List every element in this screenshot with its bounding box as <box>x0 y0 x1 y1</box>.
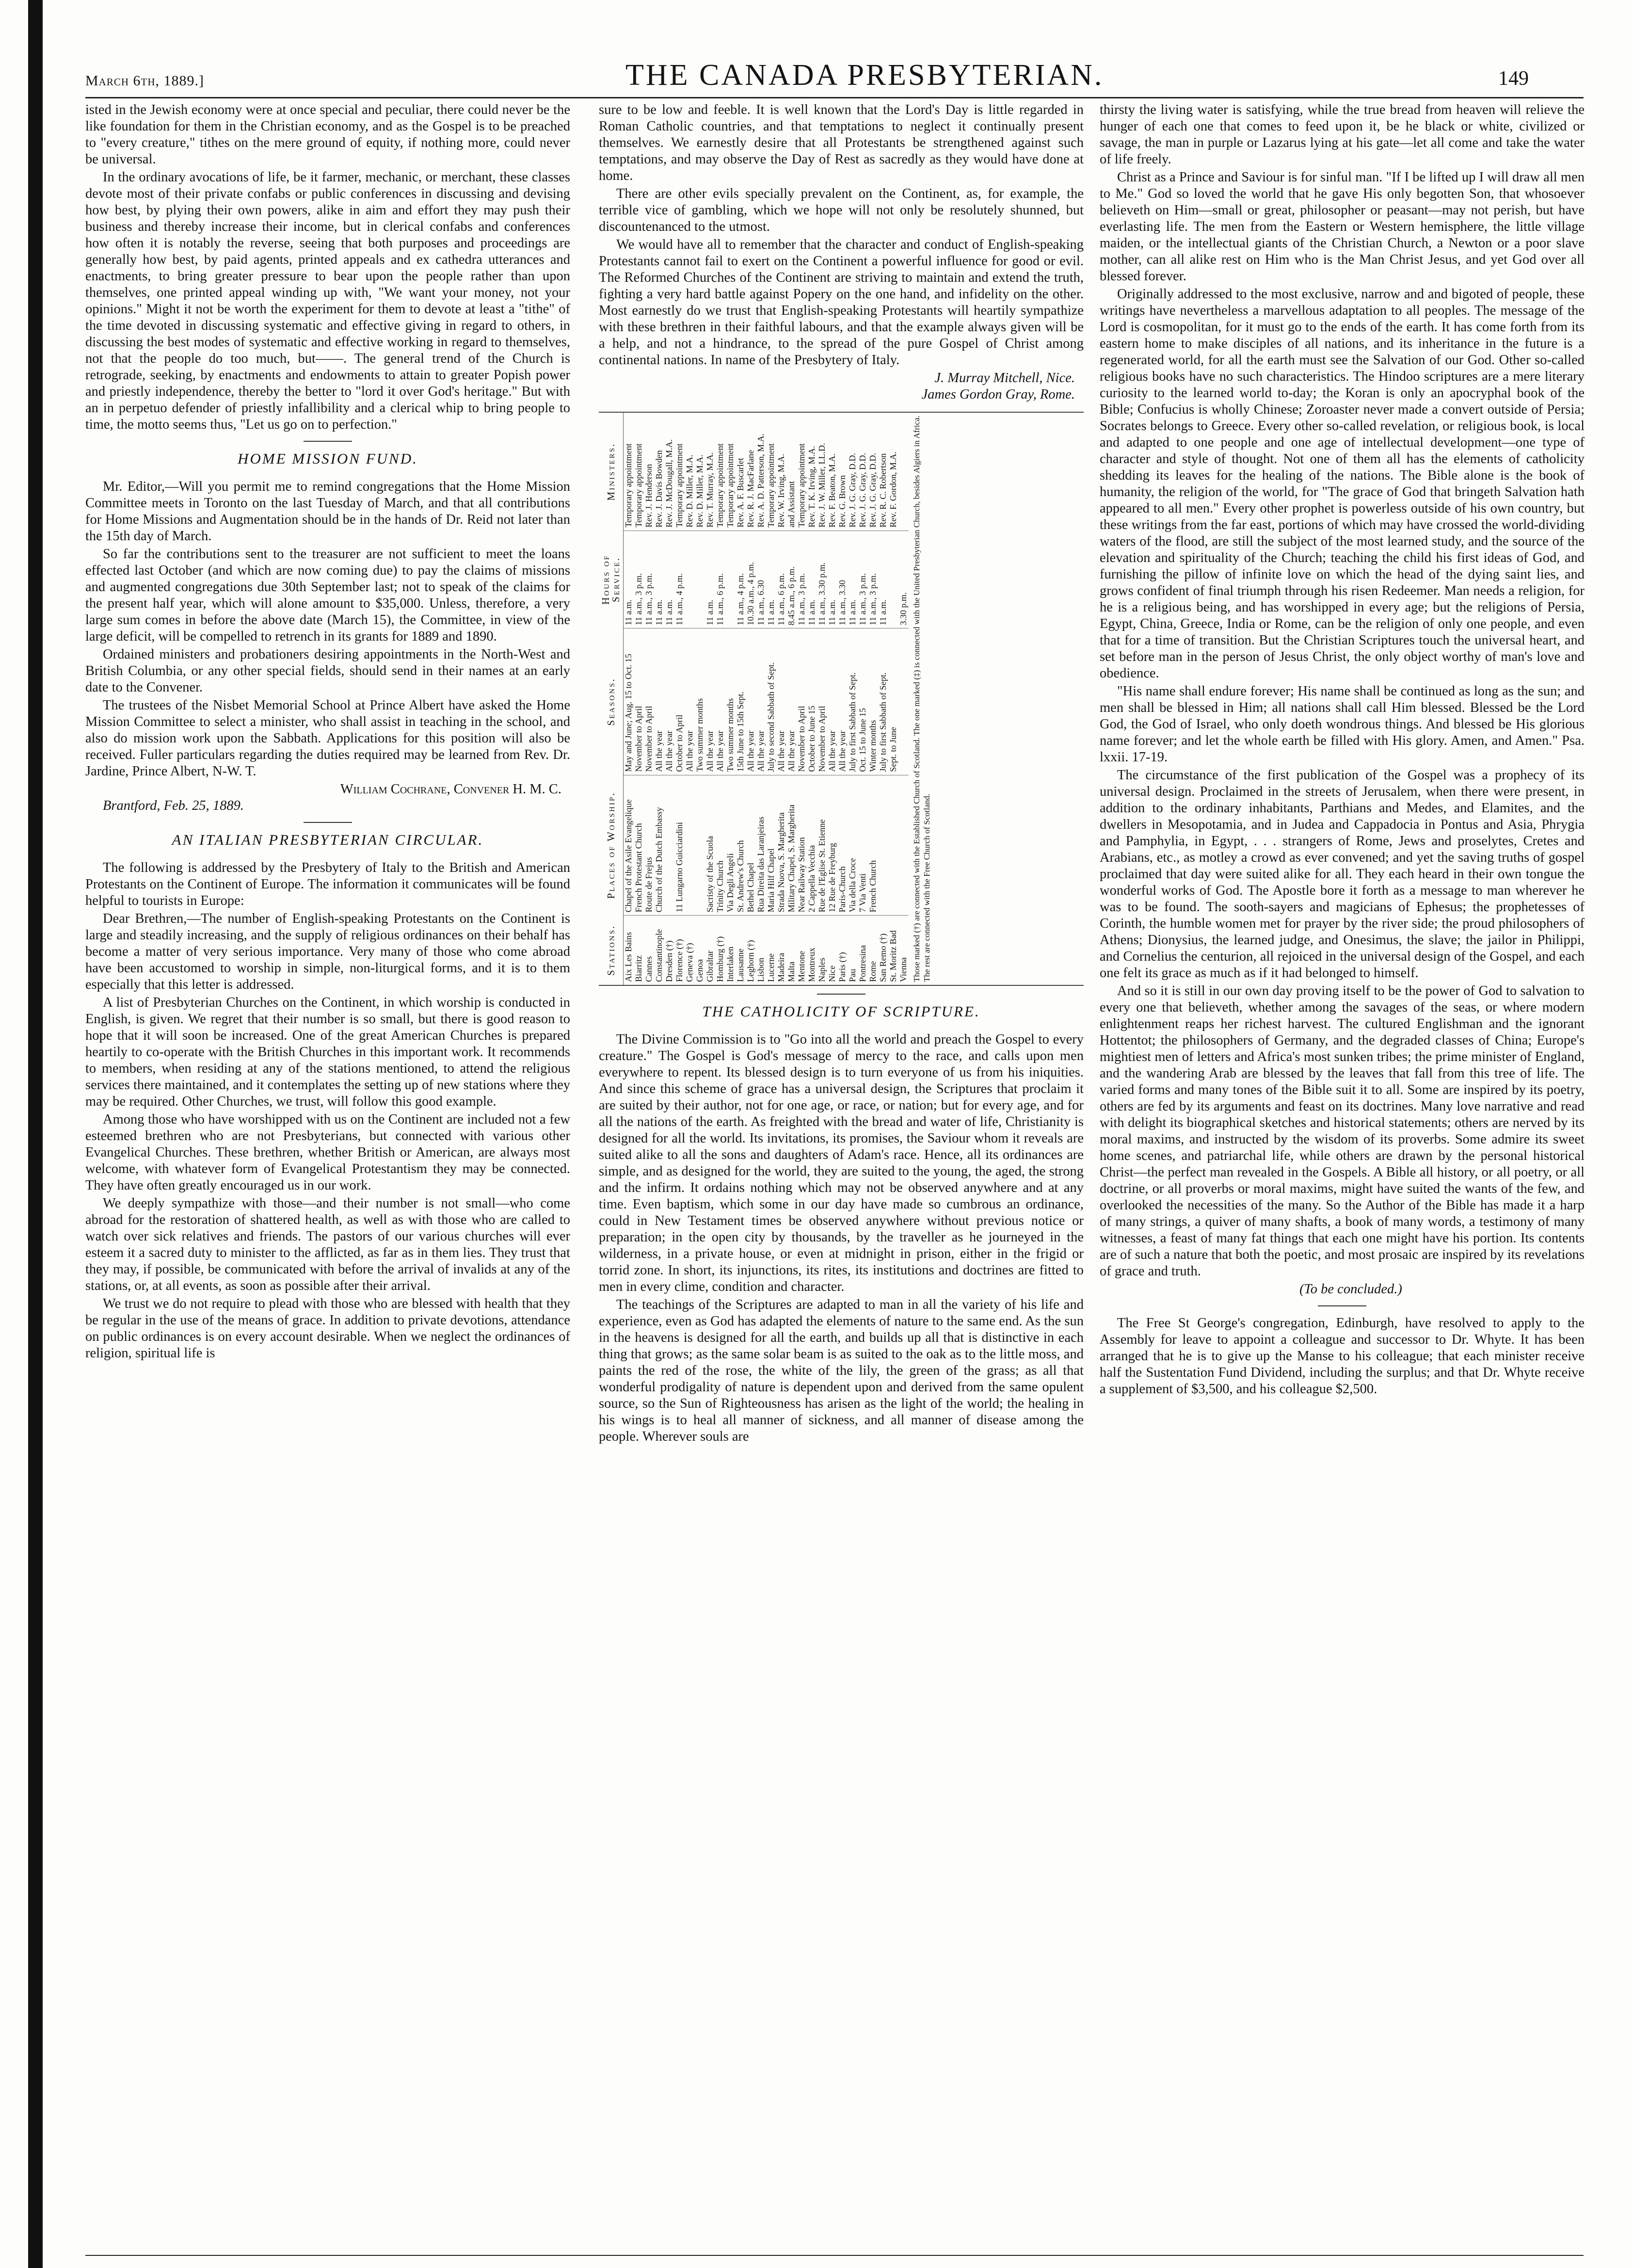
table-cell: 11 a.m., 6 p.m. <box>715 531 725 628</box>
table-row <box>685 413 695 985</box>
table-cell: Rev. J. G. Gray, D.D. <box>848 413 858 531</box>
paragraph: Dear Brethren,—The number of English-speaking Protestants on the Continent is large and steadily increasing, and the supply of religious ordinances on their behalf has become a matter of very serious importance. Very many of those who come abroad have been accustomed to worship in simple, non-liturgical forms, and it is to them especially that this letter is addressed. <box>85 911 570 992</box>
paragraph: Mr. Editor,—Will you permit me to remind congregations that the Home Mission Committee meets in Toronto on the last Tuesday of March, and that all contributions for Home Missions and Augmentation should be in the hands of Dr. Reid not later than the 15th day of March. <box>85 479 570 544</box>
table-cell: Florence (†) <box>674 939 684 982</box>
table-cell <box>898 628 909 775</box>
table-row <box>624 413 634 985</box>
paragraph: There are other evils specially prevalent on the Continent, as, for example, the terrible vice of gambling, which we hope will not only be resolutely shunned, but discountenanced to the utmost. <box>599 186 1084 234</box>
table-cell: All the year <box>786 628 797 775</box>
table-cell: Rua Direita das Laranjeiras <box>756 775 766 916</box>
table-cell: Rev. J. McDougall, M.A. <box>664 413 674 531</box>
table-cell: Genoa <box>695 959 704 982</box>
table-row <box>848 413 858 985</box>
table-row <box>674 413 685 985</box>
table-cell: Pontresina <box>858 945 867 982</box>
table-cell: Rev. D. Miller, M.A. <box>695 413 705 531</box>
table-row <box>715 413 725 985</box>
table-cell: Near Railway Station <box>797 775 807 916</box>
table-cell: St. Andrew's Church <box>736 775 746 916</box>
table-cell: Strada Nuova, S. Margherita <box>776 775 786 916</box>
table-cell: All the year <box>685 628 695 775</box>
table-cell: All the year <box>776 628 786 775</box>
table-row <box>644 413 654 985</box>
table-row <box>746 413 756 985</box>
table-cell: All the year <box>756 628 766 775</box>
table-row <box>878 413 888 985</box>
stations-table-rotated <box>599 413 1084 985</box>
section-heading: HOME MISSION FUND. <box>85 450 570 467</box>
table-cell: All the year <box>827 628 837 775</box>
table-row <box>654 413 664 985</box>
table-cell: Pau <box>848 969 857 982</box>
to-be-concluded: (To be concluded.) <box>1299 1282 1402 1297</box>
section-heading: AN ITALIAN PRESBYTERIAN CIRCULAR. <box>85 832 570 848</box>
table-cell: Leghorn (†) <box>746 940 755 982</box>
table-cell: November to April <box>634 628 644 775</box>
table-row <box>786 413 797 985</box>
table-cell: Rev. J. W. Miller, LL.D. <box>817 413 827 531</box>
table-cell: May and June; Aug. 15 to Oct. 15 <box>624 628 634 775</box>
table-row <box>837 413 848 985</box>
table-row <box>797 413 807 985</box>
paragraph: "His name shall endure forever; His name shall be continued as long as the sun; and men shall be blessed in Him; all nations shall call Him blessed. Blessed be the Lord God, the God of Israel, who only doeth wondrous things. And blessed be His glorious name forever; and let the whole earth be filled with His glory. Amen, and Amen." Psa. lxxii. 17-19. <box>1100 684 1585 765</box>
section-heading: THE CATHOLICITY OF SCRIPTURE. <box>599 1003 1084 1020</box>
table-cell: 11 Lungarno Guicciardini <box>674 775 685 916</box>
table-cell: Cannes <box>644 956 654 982</box>
table-cell: 3.30 p.m. <box>898 531 909 628</box>
table-row <box>776 413 786 985</box>
table-row <box>807 413 817 985</box>
table-cell <box>888 531 898 628</box>
table-row <box>725 413 736 985</box>
table-cell: 11 a.m. <box>766 531 776 628</box>
paragraph: Among those who have worshipped with us on the Continent are included not a few esteemed brethren who are not Presbyterians, but connected with various other Evangelical Churches. These brethren, whether British or American, are always most welcome, with whatever form of Evangelical Protestantism they may be connected. They have often greatly encouraged us in our work. <box>85 1112 570 1193</box>
table-cell <box>664 775 674 916</box>
paragraph: Ordained ministers and probationers desiring appointments in the North-West and British Columbia, or any other special fields, should send in their names at an early date to the Convener. <box>85 647 570 695</box>
table-cell: Aix Les Bains <box>624 932 633 982</box>
table-row <box>695 413 705 985</box>
column-2 <box>599 102 1084 1447</box>
table-cell: Rev. J. G. Gray, D.D. <box>858 413 868 531</box>
table-cell: 7 Via Venti <box>858 775 868 916</box>
paragraph: So far the contributions sent to the treasurer are not sufficient to meet the loans effected last October (and which are now coming due) to pay the claims of missions and augmented congregations due 30th September last; not to speak of the claims for the present half year, which will alone amount to $35,000. Unless, therefore, a very large sum comes in before the above date (March 15), the Committee, in view of the large deficit, will be compelled to retrench in its grants for 1889 and 1890. <box>85 547 570 644</box>
table-cell: Bethel Chapel <box>746 775 756 916</box>
table-cell: Rev. T. Murray, M.A. <box>705 413 715 531</box>
table-cell: Chapel of the Asile Evangelique <box>624 775 634 916</box>
table-body <box>624 413 909 985</box>
table-cell: Winter months <box>868 628 878 775</box>
table-cell: Military Chapel, S. Margherita <box>786 775 797 916</box>
table-cell: Lucerne <box>766 953 776 982</box>
table-cell: 11 a.m. <box>807 531 817 628</box>
table-cell: Church of the Dutch Embassy <box>654 775 664 916</box>
table-cell: Temporary appointment <box>766 413 776 531</box>
header-rule <box>85 97 1584 98</box>
table-cell: French Church <box>868 775 878 916</box>
table-cell: All the year <box>664 628 674 775</box>
table-cell: All the year <box>654 628 664 775</box>
table-cell: Geneva (†) <box>685 943 694 982</box>
table-cell: July to second Sabbath of Sept. <box>766 628 776 775</box>
table-cell: October to June 15 <box>807 628 817 775</box>
table-cell <box>725 531 736 628</box>
table-cell: 11 a.m., 3 p.m. <box>797 531 807 628</box>
paragraph: The circumstance of the first publication of the Gospel was a prophecy of its universal design. Proclaimed in the streets of Jerusalem, when there were present, in addition to the ordinary inhabitants, Parthians and Medes, and Elamites, and the dwellers in Mesopotamia, and in Judea and Cappadocia in Pontus and Asia, Phrygia and Pamphylia, in Egypt, . . . strangers of Rome, Jews and proselytes, Cretes and Arabians, etc., as motley a crowd as ever convened; and yet the saving truths of gospel proclaimed that day were suited alike for all. They each heard in their own tongue the wonderful works of God. The Apostle bore it forth as a message to man wherever he was to be found. The sooth-sayers and magicians of Ephesus; the prophetesses of Corinth, the humble women met for prayer by the river side; the proud philosophers of Athens; Dionysius, the learned judge, and Onesimus, the slave; the jailor in Philippi, and Cornelius the centurion, all rejoiced in the universal design of the Gospel, and each one felt its grace as much as if it had belonged to himself. <box>1100 768 1585 981</box>
table-cell: Trinity Church <box>715 775 725 916</box>
table-cell: Rue de l'Eglise St. Etienne <box>817 775 827 916</box>
table-cell: Sept. to June <box>888 628 898 775</box>
table-cell: Two summer months <box>725 628 736 775</box>
table-cell: Temporary appointment <box>674 413 685 531</box>
table-cell: 11 a.m. <box>848 531 858 628</box>
column-3 <box>1100 102 1585 1399</box>
table-row <box>756 413 766 985</box>
table-header-cell: Seasons. <box>599 628 624 775</box>
table-cell: 15th June to 15th Sept. <box>736 628 746 775</box>
table-cell: Rev. D. Miller, M.A. <box>685 413 695 531</box>
table-row <box>664 413 674 985</box>
table-cell: Biarritz <box>634 955 643 982</box>
table-cell: Rev. T. K. Irving, M.A. <box>807 413 817 531</box>
table-header-row <box>599 413 624 985</box>
paragraph: A list of Presbyterian Churches on the Continent, in which worship is conducted in English, is given. We regret that their number is so small, but there is good reason to hope that it will soon be increased. One of the great American Churches is prepared heartily to co-operate with the British Churches in this important work. It recommends to members, when residing at any of the stations mentioned, to attend the religious services there maintained, and it contemplates the setting up of new stations where they may be required. Other Churches, we trust, will follow this good example. <box>85 995 570 1109</box>
table-header-cell: Ministers. <box>599 413 624 531</box>
table-cell: Rev. A. D. Patterson, M.A. <box>756 413 766 531</box>
header-title: THE CANADA PRESBYTERIAN. <box>625 59 1104 92</box>
table-cell: Lausanne <box>736 949 745 982</box>
paragraph: sure to be low and feeble. It is well known that the Lord's Day is little regarded in Roman Catholic countries, and that temptations to neglect it continually present themselves. We earnestly desire that all Protestants be strengthened against such temptations, and may observe the Day of Rest as sacredly as they would have done at home. <box>599 102 1084 183</box>
table-cell: 11 a.m., 4 p.m. <box>674 531 685 628</box>
signature: William Cochrane, Convener H. M. C. <box>340 782 561 797</box>
table-cell: Interlaken <box>725 947 735 982</box>
table-cell: Oct. 15 to June 15 <box>858 628 868 775</box>
table-cell: Rev. W. Irving, M.A. <box>776 413 786 531</box>
paragraph: The trustees of the Nisbet Memorial School at Prince Albert have asked the Home Mission Committee to select a minister, who shall assist in teaching in the school, and also do mission work upon the Sabbath. Applications for this position will also be received. Fuller particulars regarding the duties required may be learned from Rev. Dr. Jardine, Prince Albert, N-W. T. <box>85 698 570 779</box>
table-cell: Via Degli Angeli <box>725 775 736 916</box>
signature: J. Murray Mitchell, Nice. <box>934 370 1075 386</box>
table-cell: November to April <box>797 628 807 775</box>
table-cell <box>685 531 695 628</box>
table-row <box>888 413 898 985</box>
table-cell: Rev. G. Brown <box>837 413 848 531</box>
table-cell: Montreux <box>807 948 816 982</box>
table-footnote: Those marked (†) are connected with the Established Church of Scotland. The one marked (‡) is connected with the United Presbyterian Church, besides Algiers in Africa. The rest are connected with the Free Church of Scotland. <box>912 416 931 982</box>
table-cell: and Assistant <box>786 413 797 531</box>
table-cell: Temporary appointment <box>725 413 736 531</box>
table-cell: Rev. F. Gordon, M.A. <box>888 413 898 531</box>
table-cell: 11 a.m., 3 p.m. <box>644 531 654 628</box>
table-row <box>817 413 827 985</box>
table-cell: Temporary appointment <box>797 413 807 531</box>
table-cell: 11 a.m., 4 p.m. <box>736 531 746 628</box>
paragraph: The Free St George's congregation, Edinburgh, have resolved to apply to the Assembly for leave to appoint a colleague and successor to Dr. Whyte. It has been arranged that he is to give up the Manse to his colleague; that each minister receive half the Sustentation Fund Dividend, including the surplus; and that Dr. Whyte receive a supplement of $3,500, and his colleague $2,500. <box>1100 1316 1585 1397</box>
table-cell <box>685 775 695 916</box>
table-cell: 11 a.m. <box>705 531 715 628</box>
column-1 <box>85 102 570 1363</box>
table-cell: All the year <box>715 628 725 775</box>
table-cell: Temporary appointment <box>624 413 634 531</box>
table-cell: November to April <box>644 628 654 775</box>
table-cell: 11 a.m., 3 p.m. <box>858 531 868 628</box>
table-cell: Rev. R. J. MacFarlane <box>746 413 756 531</box>
table-cell: Naples <box>817 958 827 982</box>
table-cell: July to first Sabbath of Sept. <box>848 628 858 775</box>
table-cell: 11 a.m., 6 p.m. <box>776 531 786 628</box>
table-cell: Maria Hilf Chapel <box>766 775 776 916</box>
table-cell <box>695 531 705 628</box>
paragraph: The Divine Commission is to "Go into all the world and preach the Gospel to every creature." The Gospel is God's message of mercy to the race, and calls upon men everywhere to repent. Its blessed design is to turn everyone of us from his iniquities. And since this scheme of grace has a universal design, the Scriptures that proclaim it are suited by their author, not for one age, or race, or nation; but for every age, and for all the nations of the earth. As freighted with the bread and water of life, Christianity is designed for all the world. Its invitations, its promises, the Saviour whom it reveals are suited alike to all the sons and daughters of Adam's race. Hence, all its ordinances are simple, and as designed for the world, they are suited to the young, the aged, the strong and the infirm. It ordains nothing which may not be observed anywhere and at any time. Even baptism, which some in our day have made so cumbrous an ordinance, could in New Testament times be observed anywhere without previous notice or preparation; in the open city by thousands, by the traveller as he journeyed in the wilderness, in a private house, or even at midnight in prison, either in the frigid or torrid zone. In short, its injunctions, its rites, its institutions and doctrines are fitted to men in every clime, condition and character. <box>599 1032 1084 1294</box>
table-row <box>868 413 878 985</box>
paragraph: In the ordinary avocations of life, be it farmer, mechanic, or merchant, these classes devote most of their private confabs or public conferences in discussing and devising how best, by plying their own powers, alike in aim and effort they may push their business and thereby increase their income, but in clerical confabs and conferences how often it is notably the reverse, seeing that both purposes and proceedings are generally how best, by paid agents, printed appeals and ex cathedra utterances and enactments, to bring greater pressure to bear upon the people rather than upon themselves, one printed appeal winding up with, "We want your money, not your opinions." Might it not be worth the experiment for them to devote at least a "tithe" of the time devoted in discussing systematic and effective giving in regard to others, in discussing the best modes of systematic and effective working in regard to themselves, not that the people do too much, but——. The general trend of the Church is retrograde, seeking, by enactments and endowments to attain to greater Popish power and priestly independence, thereby the better to "lord it over God's heritage." But with an in perpetuo defender of priestly infallibility and a clerical whip to bring people to time, the motto seems thus, "Let us go on to perfection." <box>85 170 570 432</box>
table-cell: November to April <box>817 628 827 775</box>
table-cell: Lisbon <box>756 957 766 982</box>
paragraph: thirsty the living water is satisfying, while the true bread from heaven will relieve the hunger of each one that comes to feed upon it, be he black or white, civilized or savage, the man in purple or Lazarus lying at his gate—let all come and take the water of life freely. <box>1100 102 1585 167</box>
table-cell <box>888 775 898 916</box>
table-cell: 12 Rue de Freyburg <box>827 775 837 916</box>
table-cell: Vienna <box>898 957 908 982</box>
table-cell: San Remo (†) <box>878 933 888 982</box>
table-cell: Two summer months <box>695 628 705 775</box>
paragraph: And so it is still in our own day proving itself to be the power of God to salvation to every one that believeth, whether among the savages of the seas, or where modern enlightenment reaps her richest harvest. The cultured Englishman and the ignorant Hottentot; the philosophers of Germany, and the degraded classes of China; Europe's mightiest men of letters and Africa's most sunken tribes; the prime minister of England, and the wandering Arab are blessed by the leaves that fall from this tree of life. The varied forms and many tones of the Bible suit it to all. Some are inspired by its poetry, others are fed by its arguments and feast on its doctrines. Many love narrative and read with delight its biographical sketches and historical statements; others are nerved by its moral maxims, and instructed by the wisdom of its proverbs. Some admire its sweet home scenes, and patriarchal life, while others are drawn by the personal historical Christ—the perfect man revealed in the Gospels. A Bible all history, or all poetry, or all doctrine, or all proverbs or moral maxims, might have suited the wants of the few, and overlooked the necessities of the many. So the Author of the Bible has made it a harp of many strings, a quiver of many shafts, a book of many words, a testimony of many witnesses, a feast of many fat things that each one might have his portion. Its contents are of such a nature that both the poetic, and most prosaic are inspired by its revelations of grace and truth. <box>1100 983 1585 1279</box>
table-cell: All the year <box>705 628 715 775</box>
table-cell: Dresden (†) <box>664 940 674 982</box>
table-cell: 11 a.m. <box>827 531 837 628</box>
table-cell: Madeira <box>776 953 786 982</box>
table-cell: French Protestant Church <box>634 775 644 916</box>
paragraph: We would have all to remember that the character and conduct of English-speaking Protestants cannot fail to exert on the Continent a powerful influence for good or evil. The Reformed Churches of the Continent are striving to maintain and extend the truth, fighting a very hard battle against Popery on the one hand, and infidelity on the other. Most earnestly do we trust that English-speaking Protestants will heartily sympathize with these brethren in their faithful labours, and that the example always given will be a help, and not a hindrance, to the spread of the pure Gospel of Christ among continental nations. In name of the Presbytery of Italy. <box>599 237 1084 368</box>
table-cell: Temporary appointment <box>715 413 725 531</box>
table-cell <box>898 775 909 916</box>
dateline: Brantford, Feb. 25, 1889. <box>103 798 244 813</box>
table-cell: Gibraltar <box>705 950 715 982</box>
table-cell: 11 a.m., 3 p.m. <box>634 531 644 628</box>
paragraph: We trust we do not require to plead with those who are blessed with health that they be regular in the use of the means of grace. In addition to private devotions, attendance on public ordinances is on every account desirable. When we neglect the ordinances of religion, spiritual life is <box>85 1296 570 1361</box>
table-cell: 11 a.m. <box>664 531 674 628</box>
table-cell: 11 a.m. <box>878 531 888 628</box>
table-row <box>705 413 715 985</box>
table-row <box>736 413 746 985</box>
table-cell: Via della Croce <box>848 775 858 916</box>
table-cell: Route de Frejus <box>644 775 654 916</box>
table-cell: Rev. R. C. Robertson <box>878 413 888 531</box>
table-cell: Sacristy of the Scuola <box>705 775 715 916</box>
table-cell <box>695 775 705 916</box>
table-header-cell: Hours of Service. <box>599 531 624 628</box>
table-cell: Rev. J. Henderson <box>644 413 654 531</box>
paragraph: Christ as a Prince and Saviour is for sinful man. "If I be lifted up I will draw all men to Me." God so loved the world that he gave His only begotten Son, that whosoever believeth on Him—small or great, philosopher or peasant—may not perish, but have everlasting life. The men from the Eastern or Western hemisphere, the little village maiden, or the intellectual giants of the Christian Church, a Newton or a poor slave mother, can all alike rest on Him who is the Man Christ Jesus, and yet God over all blessed forever. <box>1100 170 1585 284</box>
table-cell: Rev. A. F. Buscarlet <box>736 413 746 531</box>
table-row <box>858 413 868 985</box>
table-cell: Constantinople <box>654 929 664 982</box>
paragraph: The following is addressed by the Presbytery of Italy to the British and American Protestants on the Continent of Europe. The information it communicates will be found helpful to tourists in Europe: <box>85 860 570 908</box>
table-cell: 11 a.m., 3 p.m. <box>868 531 878 628</box>
header-date: March 6th, 1889.] <box>85 73 205 89</box>
table-row <box>634 413 644 985</box>
table-row <box>898 413 909 985</box>
table-cell: 11 a.m. <box>624 531 634 628</box>
header-page-number: 149 <box>1498 67 1529 90</box>
table-cell: Rev. F. Beaton, M.A. <box>827 413 837 531</box>
table-cell: 11 a.m., 3.30 p.m. <box>817 531 827 628</box>
table-cell: 2 Cappella Vecchia <box>807 775 817 916</box>
table-cell: Malta <box>786 962 796 982</box>
table-cell: 11 a.m. <box>654 531 664 628</box>
table-row <box>766 413 776 985</box>
table-cell: Paris-Church <box>837 775 848 916</box>
table-cell <box>878 775 888 916</box>
footer-rule <box>85 2255 1584 2256</box>
table-cell: Rev. J. G. Gray, D.D. <box>868 413 878 531</box>
table-cell: 10.30 a.m., 4 p.m. <box>746 531 756 628</box>
table-cell <box>898 413 909 531</box>
table-cell: All the year <box>837 628 848 775</box>
signature: James Gordon Gray, Rome. <box>921 387 1075 402</box>
table-cell: Rome <box>868 961 878 982</box>
table-cell: 11 a.m., 3.30 <box>837 531 848 628</box>
table-cell: 11 a.m., 6.30 <box>756 531 766 628</box>
table-cell: Nice <box>827 965 837 982</box>
table-cell: Paris (†) <box>837 952 847 982</box>
paragraph: Originally addressed to the most exclusive, narrow and and bigoted of people, these writings have nevertheless a marvellous adaptation to all peoples. The message of the Lord is cosmopolitan, for it must go to the ends of the earth. It has come forth from its eastern home to make disciples of all nations, and its inheritance in the future is a regenerated world, for all the earth must see the Salvation of our God. Other so-called religious books have no such characteristics. The Hindoo scriptures are a mere literary curiosity to the learned world to-day; the Koran is only an apocryphal book of the Bible; Confucius is wholly Chinese; Zoroaster never made a convert outside of Persia; Socrates belongs to Greece. Every other so-called revelation, or religious book, is local and adapted to one people and one age of intellectual development—one type of character and style of thought. Not one of them all has the elements of catholicity shedding its leaves for the healing of the nations. The Bible alone is the book of humanity, the religion of the world, for "The grace of God that bringeth Salvation hath appeared to all men." Every other prophet is powerless outside of his own country, but these writings from the far east, portions of which may have crossed the world-dividing waters of the flood, are still the subject of the most learned study, and the source of the elevation and spirituality of the Church; teaching the child his first ideas of God, and furnishing the pillow of infinite love on which the head of the dying saint lies, and grows confident of final triumph through his risen Redeemer. Man needs a religion, for he is a religious being, and has worshipped in every age; but the religions of Persia, Egypt, China, Greece, India or Rome, can be the religion of only one people, and even that for a time of transition. But the Christian Scriptures touch the universal heart, and set before man in the person of Jesus Christ, the only object worthy of man's love and obedience. <box>1100 287 1585 681</box>
table-cell: St. Moritz Bad <box>888 930 898 982</box>
table-header-cell: Places of Worship. <box>599 775 624 916</box>
paragraph: isted in the Jewish economy were at once special and peculiar, there could never be the like foundation for them in the Christian economy, and as the Gospel is to be preached to "every creature," tithes on the mere ground of equity, if nothing more, could never be universal. <box>85 102 570 167</box>
table-cell: Rev. J. Davis Bowden <box>654 413 664 531</box>
table-cell: Homburg (†) <box>715 936 725 982</box>
table-cell: Mentone <box>797 951 806 982</box>
left-edge-bar <box>28 0 43 2268</box>
table-cell: 8.45 a.m., 6 p.m. <box>786 531 797 628</box>
table-header-cell: Stations. <box>599 916 624 985</box>
table-cell: Temporary appointment <box>634 413 644 531</box>
table-cell: July to first Sabbath of Sept. <box>878 628 888 775</box>
table-cell: All the year <box>746 628 756 775</box>
table-cell: October to April <box>674 628 685 775</box>
paragraph: We deeply sympathize with those—and their number is not small—who come abroad for the restoration of shattered health, as well as with those who are called to watch over sick relatives and friends. The pastors of our various churches will ever esteem it a sacred duty to minister to the afflicted, as far as in them lies. They trust that they may, if possible, be communicated with before the arrival of invalids at any of the stations, or, at all events, as soon as possible after their arrival. <box>85 1196 570 1293</box>
table-row <box>827 413 837 985</box>
paragraph: The teachings of the Scriptures are adapted to man in all the variety of his life and experience, even as God has adapted the elements of nature to the same end. As the sun in the heavens is designed for all the earth, and builds up all that is distinctive in each thing that grows; as the same solar beam is as suited to the oak as to the little moss, and paints the red of the rose, the white of the lily, the green of the grass; as all that wonderful prodigality of nature is dependent upon and derived from the same opulent source, so the Sun of Righteousness has arisen as the light of the world; the healing in his wings is to heal all manner of sickness, and all manner of disease among the people. Wherever souls are <box>599 1297 1084 1444</box>
stations-table <box>599 412 1084 986</box>
